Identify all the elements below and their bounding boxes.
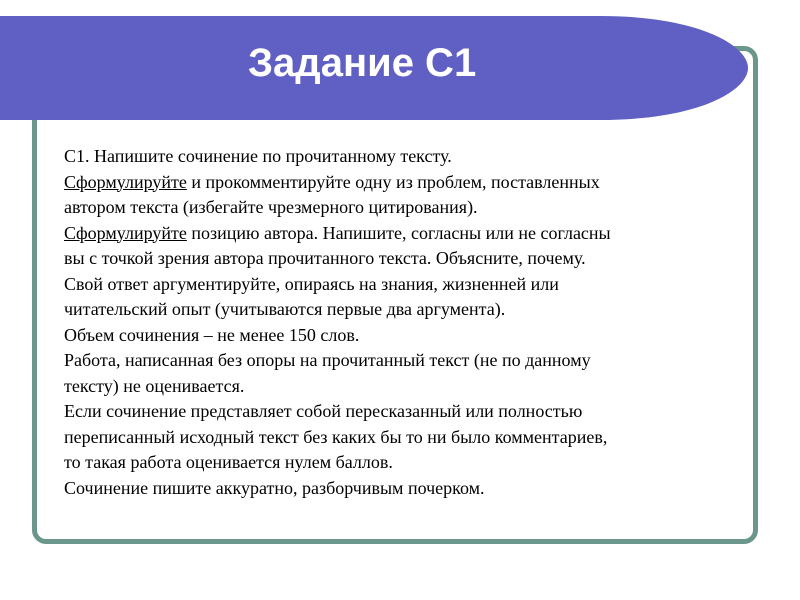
underlined-keyword: Сформулируйте [64, 171, 187, 192]
text-span: то такая работа оценивается нулем баллов. [64, 452, 393, 472]
text-line [64, 476, 754, 502]
underlined-keyword: Сформулируйте [64, 222, 187, 243]
text-line [64, 450, 754, 476]
text-line [64, 170, 754, 196]
text-line [64, 399, 754, 425]
text-span: читательский опыт (учитываются первые два аргумента). [64, 299, 506, 319]
text-span: позицию автора. Напишите, согласны или не согласны [186, 222, 611, 243]
assignment-text [64, 144, 754, 501]
text-span: С1. Напишите сочинение по прочитанному тексту. [64, 146, 452, 166]
text-line [64, 246, 754, 272]
text-line [64, 297, 754, 323]
text-span: вы с точкой зрения автора прочитанного текста. Объясните, почему. [64, 248, 586, 268]
text-span: Объем сочинения – не менее 150 слов. [64, 324, 360, 345]
text-span: тексту) не оценивается. [64, 375, 245, 396]
text-line [64, 425, 754, 451]
text-span: Работа, написанная без опоры на прочитанный текст (не по данному [64, 350, 591, 370]
text-span: переписанный исходный текст без каких бы то ни было комментариев, [64, 426, 608, 447]
text-line [64, 195, 754, 221]
text-line [64, 348, 754, 374]
text-line [64, 323, 754, 349]
text-span: Если сочинение представляет собой пересказанный или полностью [64, 401, 583, 421]
text-span: и прокомментируйте одну из проблем, поставленных [186, 171, 600, 192]
text-line [64, 221, 754, 247]
text-line [64, 144, 754, 170]
text-span: Свой ответ аргументируйте, опираясь на знания, жизненней или [64, 273, 559, 294]
text-span: автором текста (избегайте чрезмерного цитирования). [64, 197, 478, 217]
text-line [64, 272, 754, 298]
page-title: Задание С1 [248, 41, 477, 85]
text-line [64, 374, 754, 400]
text-span: Сочинение пишите аккуратно, разборчивым почерком. [64, 477, 485, 498]
